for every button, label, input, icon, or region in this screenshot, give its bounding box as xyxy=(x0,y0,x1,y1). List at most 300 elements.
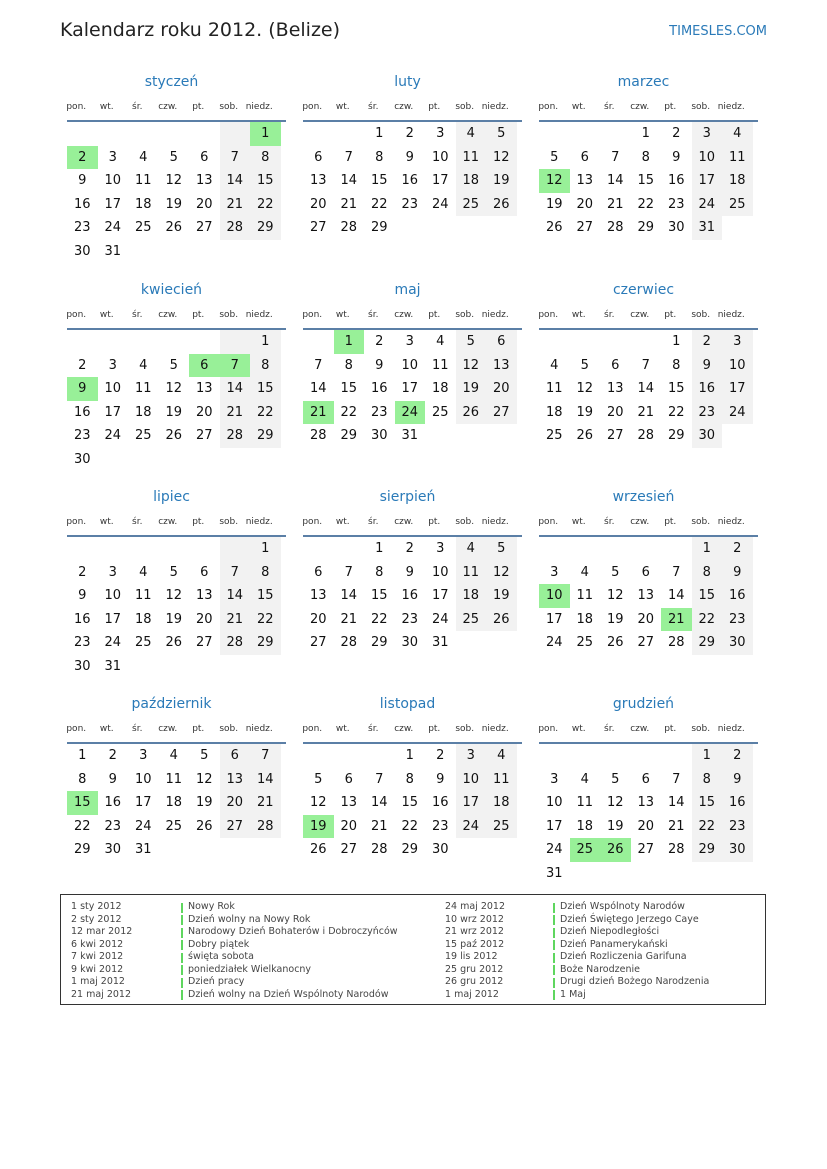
day-cell: 24 xyxy=(545,635,563,650)
empty-cell xyxy=(570,537,601,561)
day-cell: 1 xyxy=(375,541,384,556)
empty-cell xyxy=(128,537,159,561)
day-cell: 3 xyxy=(139,748,148,763)
day-cell: 15 xyxy=(401,795,419,810)
day-cell: 16 xyxy=(722,584,753,608)
legend-marker xyxy=(553,990,555,1000)
empty-cell xyxy=(570,862,601,886)
day-cell: 2 xyxy=(78,564,87,580)
day-cell: 17 xyxy=(545,818,563,834)
day-cell: 18 xyxy=(576,611,594,627)
day-cell: 7 xyxy=(344,149,353,165)
day-cell: 4 xyxy=(436,334,445,349)
weekday-header: wt. xyxy=(571,517,586,527)
holiday-legend xyxy=(60,894,766,1005)
day-cell: 12 xyxy=(309,795,327,810)
day-cell: 8 xyxy=(641,149,650,165)
day-cell: 20 xyxy=(340,818,358,834)
day-cell: 4 xyxy=(456,537,487,561)
day-cell: 5 xyxy=(169,149,178,165)
holiday-day-cell: 21 xyxy=(661,608,692,632)
day-cell: 3 xyxy=(456,744,487,768)
day-cell: 7 xyxy=(672,564,681,580)
legend-holiday-name: Boże Narodzenie xyxy=(560,963,640,975)
weekday-header: pt. xyxy=(664,310,677,320)
day-grid xyxy=(67,744,282,862)
day-cell: 10 xyxy=(104,173,122,188)
weekday-header: wt. xyxy=(571,310,586,320)
day-cell: 15 xyxy=(340,381,358,396)
day-cell: 26 xyxy=(309,842,327,857)
weekday-header: niedz. xyxy=(481,517,509,527)
day-cell: 5 xyxy=(486,537,517,561)
empty-cell xyxy=(334,537,365,561)
day-cell: 29 xyxy=(692,631,723,655)
day-cell: 8 xyxy=(250,354,281,378)
day-cell: 22 xyxy=(370,196,388,212)
day-cell: 26 xyxy=(165,220,183,235)
empty-cell xyxy=(220,240,251,264)
empty-cell xyxy=(661,862,692,886)
month-block xyxy=(297,72,518,240)
empty-cell xyxy=(250,838,281,862)
holiday-day-cell: 7 xyxy=(220,354,251,378)
legend-date: 1 sty 2012 xyxy=(71,901,122,912)
day-cell: 23 xyxy=(722,815,753,839)
day-cell: 21 xyxy=(370,818,388,834)
day-cell: 30 xyxy=(722,838,753,862)
day-cell: 29 xyxy=(250,424,281,448)
empty-cell xyxy=(600,537,631,561)
holiday-day-cell: 9 xyxy=(67,377,98,401)
day-cell: 6 xyxy=(200,564,209,580)
day-cell: 24 xyxy=(134,818,152,834)
day-cell: 5 xyxy=(580,357,589,373)
day-cell: 25 xyxy=(486,815,517,839)
day-cell: 11 xyxy=(456,146,487,170)
day-cell: 26 xyxy=(576,428,594,443)
month-name: grudzień xyxy=(612,696,675,712)
day-cell: 23 xyxy=(73,220,91,235)
empty-cell xyxy=(425,216,456,240)
weekday-header-row xyxy=(297,718,518,740)
holiday-day-cell: 1 xyxy=(334,330,365,354)
legend-marker xyxy=(181,953,183,963)
day-cell: 13 xyxy=(606,381,624,396)
holiday-day-cell: 25 xyxy=(570,838,601,862)
weekday-header: sob. xyxy=(691,102,711,112)
empty-cell xyxy=(661,537,692,561)
legend-holiday-name: święta sobota xyxy=(188,951,254,962)
legend-marker xyxy=(181,915,183,925)
day-cell: 9 xyxy=(722,561,753,585)
day-cell: 25 xyxy=(456,193,487,217)
day-cell: 17 xyxy=(456,791,487,815)
day-cell: 29 xyxy=(667,428,685,443)
day-cell: 8 xyxy=(692,768,723,792)
day-cell: 2 xyxy=(436,748,445,763)
day-cell: 30 xyxy=(73,658,91,674)
weekday-header: sob. xyxy=(455,517,475,527)
day-cell: 27 xyxy=(486,401,517,425)
day-cell: 2 xyxy=(672,126,681,141)
day-cell: 7 xyxy=(250,744,281,768)
day-cell: 20 xyxy=(309,611,327,627)
legend-holiday-name: Dzień pracy xyxy=(188,976,245,987)
weekday-header: śr. xyxy=(604,724,615,734)
day-cell: 17 xyxy=(692,169,723,193)
month-name: maj xyxy=(394,282,421,298)
day-cell: 13 xyxy=(486,354,517,378)
day-cell: 31 xyxy=(134,842,152,857)
day-cell: 12 xyxy=(606,588,624,603)
month-name: listopad xyxy=(379,696,436,712)
day-cell: 12 xyxy=(576,381,594,396)
day-cell: 1 xyxy=(641,126,650,141)
day-cell: 13 xyxy=(637,795,655,810)
day-cell: 16 xyxy=(104,795,122,810)
day-cell: 20 xyxy=(637,611,655,627)
empty-cell xyxy=(159,122,190,146)
day-cell: 21 xyxy=(220,608,251,632)
day-cell: 16 xyxy=(692,377,723,401)
day-cell: 23 xyxy=(73,428,91,443)
day-cell: 27 xyxy=(340,842,358,857)
day-cell: 6 xyxy=(200,149,209,165)
day-cell: 15 xyxy=(667,381,685,396)
day-cell: 1 xyxy=(672,334,681,349)
day-cell: 21 xyxy=(606,196,624,212)
day-cell: 24 xyxy=(431,196,449,212)
day-cell: 14 xyxy=(370,795,388,810)
weekday-header: pon. xyxy=(302,724,323,734)
day-cell: 12 xyxy=(195,771,213,787)
day-cell: 18 xyxy=(165,795,183,810)
empty-cell xyxy=(159,655,190,679)
empty-cell xyxy=(456,424,487,448)
day-cell: 11 xyxy=(545,381,563,396)
day-cell: 30 xyxy=(401,635,419,650)
month-block xyxy=(533,72,754,240)
month-block xyxy=(533,694,754,885)
empty-cell xyxy=(570,330,601,354)
day-cell: 26 xyxy=(545,220,563,235)
day-cell: 5 xyxy=(314,771,323,787)
day-grid xyxy=(303,122,518,240)
month-name: lipiec xyxy=(153,489,190,505)
day-cell: 22 xyxy=(73,818,91,834)
day-cell: 26 xyxy=(486,608,517,632)
day-cell: 2 xyxy=(722,537,753,561)
weekday-header: niedz. xyxy=(481,724,509,734)
day-cell: 12 xyxy=(486,146,517,170)
weekday-header: pt. xyxy=(664,517,677,527)
weekday-header: śr. xyxy=(132,102,143,112)
day-cell: 30 xyxy=(431,842,449,857)
empty-cell xyxy=(539,330,570,354)
weekday-header: pt. xyxy=(192,310,205,320)
day-cell: 7 xyxy=(344,564,353,580)
day-cell: 7 xyxy=(375,771,384,787)
month-name: październik xyxy=(131,696,212,712)
day-cell: 2 xyxy=(108,748,117,763)
day-cell: 27 xyxy=(309,220,327,235)
day-cell: 10 xyxy=(545,795,563,810)
day-cell: 13 xyxy=(309,588,327,603)
day-cell: 4 xyxy=(139,564,148,580)
legend-marker xyxy=(553,965,555,975)
empty-cell xyxy=(600,862,631,886)
day-cell: 29 xyxy=(401,842,419,857)
weekday-header: czw. xyxy=(630,517,650,527)
weekday-header: śr. xyxy=(132,724,143,734)
day-cell: 14 xyxy=(220,584,251,608)
month-name: kwiecień xyxy=(140,282,203,298)
weekday-header-row xyxy=(533,718,754,740)
day-cell: 5 xyxy=(456,330,487,354)
empty-cell xyxy=(220,448,251,472)
day-cell: 9 xyxy=(375,357,384,373)
day-cell: 25 xyxy=(134,428,152,443)
day-cell: 18 xyxy=(545,404,563,420)
weekday-header: sob. xyxy=(691,310,711,320)
day-cell: 5 xyxy=(550,149,559,165)
day-cell: 19 xyxy=(606,611,624,627)
empty-cell xyxy=(600,330,631,354)
day-cell: 19 xyxy=(545,196,563,212)
legend-holiday-name: Drugi dzień Bożego Narodzenia xyxy=(560,976,710,987)
day-cell: 23 xyxy=(722,608,753,632)
weekday-header: pon. xyxy=(538,102,559,112)
empty-cell xyxy=(456,216,487,240)
empty-cell xyxy=(539,122,570,146)
day-cell: 6 xyxy=(344,771,353,787)
day-cell: 11 xyxy=(134,588,152,603)
day-cell: 27 xyxy=(606,428,624,443)
empty-cell xyxy=(128,655,159,679)
day-cell: 18 xyxy=(722,169,753,193)
day-cell: 1 xyxy=(78,748,87,763)
weekday-header: pon. xyxy=(302,310,323,320)
empty-cell xyxy=(631,862,662,886)
legend-marker xyxy=(553,915,555,925)
legend-holiday-name: Narodowy Dzień Bohaterów i Dobroczyńców xyxy=(188,926,398,937)
legend-marker xyxy=(553,940,555,950)
day-cell: 2 xyxy=(405,126,414,141)
empty-cell xyxy=(189,448,220,472)
day-cell: 11 xyxy=(456,561,487,585)
weekday-header: sob. xyxy=(691,517,711,527)
weekday-header: śr. xyxy=(368,517,379,527)
day-cell: 27 xyxy=(637,635,655,650)
legend-date: 10 wrz 2012 xyxy=(445,913,504,925)
day-cell: 17 xyxy=(104,611,122,627)
day-cell: 28 xyxy=(370,842,388,857)
weekday-header: pon. xyxy=(302,517,323,527)
day-cell: 19 xyxy=(456,377,487,401)
weekday-header: pt. xyxy=(428,310,441,320)
weekday-header: pon. xyxy=(66,102,87,112)
day-cell: 15 xyxy=(692,584,723,608)
weekday-header: niedz. xyxy=(717,724,745,734)
day-cell: 25 xyxy=(545,428,563,443)
day-cell: 7 xyxy=(672,771,681,787)
weekday-header: pt. xyxy=(664,724,677,734)
empty-cell xyxy=(67,330,98,354)
day-cell: 11 xyxy=(486,768,517,792)
weekday-header: pt. xyxy=(192,517,205,527)
weekday-header: pt. xyxy=(664,102,677,112)
day-cell: 27 xyxy=(309,635,327,650)
day-cell: 20 xyxy=(195,196,213,212)
day-cell: 10 xyxy=(104,588,122,603)
day-cell: 28 xyxy=(220,216,251,240)
day-cell: 25 xyxy=(431,404,449,420)
day-cell: 17 xyxy=(431,173,449,188)
weekday-header-row xyxy=(297,511,518,533)
empty-cell xyxy=(539,537,570,561)
empty-cell xyxy=(539,744,570,768)
day-cell: 1 xyxy=(692,744,723,768)
empty-cell xyxy=(250,655,281,679)
day-cell: 14 xyxy=(606,173,624,188)
holiday-day-cell: 24 xyxy=(395,401,426,425)
legend-holiday-name: Dzień Wspólnoty Narodów xyxy=(560,901,685,912)
empty-cell xyxy=(128,448,159,472)
day-cell: 28 xyxy=(220,424,251,448)
empty-cell xyxy=(570,122,601,146)
empty-cell xyxy=(159,838,190,862)
day-cell: 6 xyxy=(314,149,323,165)
day-cell: 22 xyxy=(692,815,723,839)
day-cell: 27 xyxy=(576,220,594,235)
weekday-header: czw. xyxy=(394,102,414,112)
day-cell: 4 xyxy=(169,748,178,763)
day-cell: 20 xyxy=(606,404,624,420)
day-cell: 2 xyxy=(722,744,753,768)
weekday-header: niedz. xyxy=(717,310,745,320)
day-cell: 12 xyxy=(606,795,624,810)
day-cell: 26 xyxy=(606,635,624,650)
holiday-day-cell: 15 xyxy=(67,791,98,815)
day-cell: 17 xyxy=(401,381,419,396)
day-cell: 4 xyxy=(722,122,753,146)
day-cell: 16 xyxy=(73,611,91,627)
weekday-header: czw. xyxy=(158,310,178,320)
empty-cell xyxy=(456,838,487,862)
day-cell: 11 xyxy=(134,173,152,188)
day-cell: 25 xyxy=(722,193,753,217)
day-cell: 4 xyxy=(139,357,148,373)
day-cell: 18 xyxy=(134,611,152,627)
day-cell: 28 xyxy=(667,842,685,857)
day-cell: 20 xyxy=(637,818,655,834)
day-cell: 18 xyxy=(456,169,487,193)
day-cell: 28 xyxy=(309,428,327,443)
day-cell: 4 xyxy=(580,564,589,580)
empty-cell xyxy=(159,537,190,561)
day-cell: 9 xyxy=(692,354,723,378)
day-cell: 24 xyxy=(722,401,753,425)
empty-cell xyxy=(98,122,129,146)
day-cell: 17 xyxy=(545,611,563,627)
weekday-header: śr. xyxy=(368,102,379,112)
empty-cell xyxy=(692,862,723,886)
legend-date: 19 lis 2012 xyxy=(445,951,498,962)
empty-cell xyxy=(189,655,220,679)
holiday-day-cell: 19 xyxy=(303,815,334,839)
day-cell: 2 xyxy=(375,334,384,349)
weekday-header: niedz. xyxy=(717,102,745,112)
day-cell: 9 xyxy=(108,771,117,787)
day-cell: 7 xyxy=(611,149,620,165)
day-cell: 6 xyxy=(314,564,323,580)
weekday-header: niedz. xyxy=(245,517,273,527)
day-cell: 20 xyxy=(309,196,327,212)
day-cell: 25 xyxy=(165,818,183,834)
day-cell: 28 xyxy=(637,428,655,443)
day-cell: 8 xyxy=(375,564,384,580)
day-cell: 28 xyxy=(340,220,358,235)
day-cell: 4 xyxy=(456,122,487,146)
day-cell: 8 xyxy=(405,771,414,787)
weekday-header: czw. xyxy=(630,310,650,320)
month-name: luty xyxy=(394,74,421,90)
empty-cell xyxy=(334,744,365,768)
empty-cell xyxy=(486,838,517,862)
weekday-header: pt. xyxy=(192,102,205,112)
day-cell: 27 xyxy=(637,842,655,857)
weekday-header-row xyxy=(61,304,282,326)
day-cell: 14 xyxy=(667,588,685,603)
day-cell: 23 xyxy=(431,818,449,834)
day-cell: 3 xyxy=(550,771,559,787)
weekday-header: wt. xyxy=(99,517,114,527)
day-cell: 4 xyxy=(550,357,559,373)
day-cell: 8 xyxy=(250,561,281,585)
day-cell: 23 xyxy=(401,611,419,627)
day-cell: 22 xyxy=(250,401,281,425)
day-cell: 18 xyxy=(134,404,152,420)
empty-cell xyxy=(486,631,517,655)
weekday-header: pon. xyxy=(538,724,559,734)
weekday-header: sob. xyxy=(219,102,239,112)
weekday-header: sob. xyxy=(455,310,475,320)
day-cell: 11 xyxy=(165,771,183,787)
legend-date: 2 sty 2012 xyxy=(71,913,122,925)
empty-cell xyxy=(159,448,190,472)
day-cell: 16 xyxy=(401,588,419,603)
empty-cell xyxy=(722,424,753,448)
legend-holiday-name: poniedziałek Wielkanocny xyxy=(188,963,312,975)
day-cell: 12 xyxy=(165,173,183,188)
weekday-header: pon. xyxy=(66,724,87,734)
day-cell: 17 xyxy=(104,404,122,420)
day-cell: 3 xyxy=(405,334,414,349)
day-cell: 24 xyxy=(104,428,122,443)
day-cell: 18 xyxy=(134,196,152,212)
day-cell: 20 xyxy=(195,611,213,627)
day-cell: 31 xyxy=(431,635,449,650)
page-title: Kalendarz roku 2012. (Belize) xyxy=(60,19,341,41)
day-cell: 17 xyxy=(104,196,122,212)
day-cell: 9 xyxy=(722,768,753,792)
weekday-header: pt. xyxy=(428,517,441,527)
day-cell: 17 xyxy=(134,795,152,810)
day-cell: 12 xyxy=(165,588,183,603)
brand-link[interactable]: TIMESLES.COM xyxy=(669,24,767,39)
day-cell: 9 xyxy=(405,564,414,580)
